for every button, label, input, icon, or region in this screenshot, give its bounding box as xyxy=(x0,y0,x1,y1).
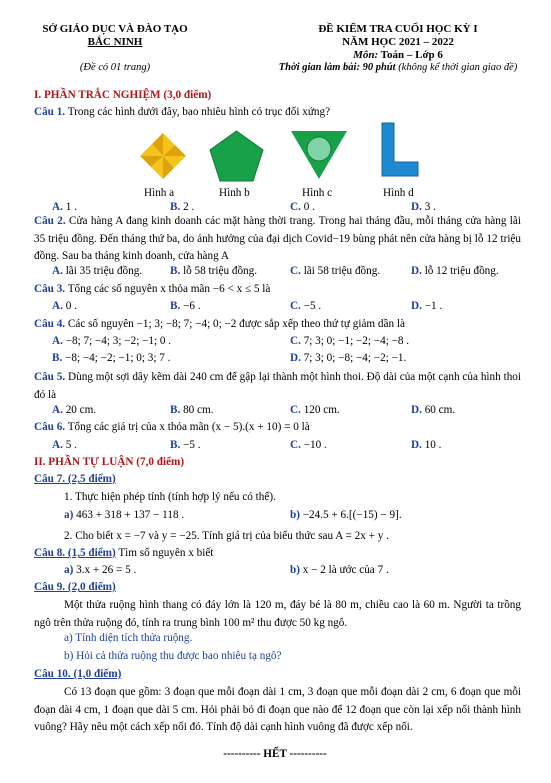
option-value: 10 . xyxy=(421,439,442,451)
q3-text: Tổng các số nguyên x thỏa mãn −6 < x ≤ 5 là xyxy=(65,283,271,295)
q3-option-c xyxy=(290,300,321,312)
q3-label: Câu 3. xyxy=(34,283,66,295)
q6-stem xyxy=(34,421,310,433)
option-key: B. xyxy=(52,352,63,364)
option-key: D. xyxy=(411,265,422,277)
item-value: 3.x + 26 = 5 . xyxy=(73,564,137,576)
pentagon-icon xyxy=(209,130,264,182)
option-value: 60 cm. xyxy=(421,404,456,416)
option-value: 5 . xyxy=(62,439,77,451)
q7-sub2: 2. Cho biết x = −7 và y = −25. Tính giá trị của biểu thức sau A = 2x + y . xyxy=(64,530,389,542)
q1-option-d xyxy=(411,201,436,213)
school-year: NĂM HỌC 2021 – 2022 xyxy=(342,36,454,48)
q3-option-d xyxy=(411,300,442,312)
province: BẮC NINH xyxy=(87,36,143,48)
q5-stem xyxy=(34,369,521,404)
q9-text: Một thửa ruộng hình thang có đáy lớn là 120 m, đáy bé là 80 m, chiều cao là 60 m. Người ta trồng ngô trên thửa ruộng đó, tính ra trung bình 100 m² thu được 50 kg ngô. xyxy=(34,599,521,629)
option-key: B. xyxy=(170,201,181,213)
q6-text: Tổng các giá trị của x thỏa mãn (x − 5).(x + 10) = 0 là xyxy=(65,421,310,433)
option-key: D. xyxy=(411,439,422,451)
q10-text: Có 13 đoạn que gồm: 3 đoạn que mỗi đoạn dài 1 cm, 3 đoạn que mỗi đoạn dài 2 cm, 6 đoạn que mỗi đoạn dài 4 cm, 1 đoạn que dài 5 cm. Hỏi phải bỏ đi đoạn que nào để 12 đoạn que còn lại xếp nối thành hình vuông? Hãy nêu một cách xếp nối đó. Tính độ dài cạnh hình vuông đã được xếp nối. xyxy=(34,686,521,733)
q1-text: Trong các hình dưới đây, bao nhiêu hình có trục đối xứng? xyxy=(65,106,331,118)
option-key: A. xyxy=(52,335,63,347)
option-key: B. xyxy=(170,439,181,451)
item-key: a) xyxy=(64,564,74,576)
option-value: lỗ 58 triệu đồng. xyxy=(180,265,258,277)
q2-text: Cửa hàng A đang kinh doanh các mặt hàng thời trang. Trong hai tháng đầu, mỗi tháng cửa hàng lãi 35 triệu đồng. Đến tháng thứ ba, do ảnh hưởng của đại dịch Covid−19 bùng phát nên cửa hàng bị lỗ 12 triệu đồng. Sau ba tháng kinh doanh, cửa hàng A xyxy=(34,215,521,262)
q1-option-a xyxy=(52,201,77,213)
option-value: −10 . xyxy=(300,439,327,451)
q8-a xyxy=(64,564,136,576)
q2-option-c xyxy=(290,265,380,277)
option-value: 20 cm. xyxy=(62,404,97,416)
q7-a xyxy=(64,509,184,521)
option-key: D. xyxy=(411,300,422,312)
option-key: A. xyxy=(52,265,63,277)
q5-option-b xyxy=(170,404,214,416)
figure-label-a: Hình a xyxy=(144,187,175,199)
option-value: 3 . xyxy=(421,201,436,213)
q6-label: Câu 6. xyxy=(34,421,66,433)
option-key: D. xyxy=(411,404,422,416)
q8-text: Tìm số nguyên x biết xyxy=(115,547,214,559)
q6-option-c xyxy=(290,439,327,451)
option-key: C. xyxy=(290,300,301,312)
q4-option-c xyxy=(290,335,409,347)
q2-label: Câu 2. xyxy=(34,215,66,227)
q5-option-d xyxy=(411,404,455,416)
option-key: A. xyxy=(52,404,63,416)
q3-stem xyxy=(34,283,270,295)
option-key: B. xyxy=(170,265,181,277)
triangle-circle-icon xyxy=(290,130,348,180)
option-value: 0 . xyxy=(300,201,315,213)
q8-stem xyxy=(34,547,213,559)
subject-line xyxy=(275,49,521,61)
option-value: 80 cm. xyxy=(180,404,214,416)
q7-sub1: 1. Thực hiện phép tính (tính hợp lý nếu có thể). xyxy=(64,491,276,503)
item-key: a) xyxy=(64,509,74,521)
q9-b: b) Hỏi cả thửa ruộng thu được bao nhiêu tạ ngô? xyxy=(64,650,282,662)
q2-stem xyxy=(34,213,521,266)
q2-option-b xyxy=(170,265,257,277)
q1-option-b xyxy=(170,201,194,213)
option-key: A. xyxy=(52,201,63,213)
option-value: 0 . xyxy=(62,300,77,312)
q4-option-a xyxy=(52,335,171,347)
end-marker: ---------- HẾT ---------- xyxy=(223,748,327,760)
time-note: (không kể thời gian giao đề) xyxy=(395,62,518,73)
q3-option-a xyxy=(52,300,77,312)
school-department: SỞ GIÁO DỤC VÀ ĐÀO TẠO xyxy=(42,23,188,35)
subject-value: Toán – Lớp 6 xyxy=(378,49,443,61)
option-key: B. xyxy=(170,300,181,312)
q5-label: Câu 5. xyxy=(34,371,66,383)
option-key: B. xyxy=(170,404,181,416)
time-line xyxy=(255,62,541,73)
q5-option-a xyxy=(52,404,96,416)
option-value: 2 . xyxy=(180,201,195,213)
q10-label: Câu 10. (1,0 điểm) xyxy=(34,668,122,680)
option-value: lãi 58 triệu đồng. xyxy=(300,265,381,277)
option-value: 7; 3; 0; −8; −4; −2; −1. xyxy=(300,352,407,364)
q7-label: Câu 7. (2,5 điểm) xyxy=(34,473,116,485)
option-value: −8; −4; −2; −1; 0; 3; 7 . xyxy=(62,352,171,364)
option-value: −6 . xyxy=(180,300,201,312)
option-value: −1 . xyxy=(421,300,443,312)
q7-b xyxy=(290,509,402,521)
option-value: lãi 35 triệu đồng. xyxy=(62,265,143,277)
figure-label-c: Hình c xyxy=(302,187,333,199)
q9-label: Câu 9. (2,0 điểm) xyxy=(34,581,116,593)
q4-text: Các số nguyên −1; 3; −8; 7; −4; 0; −2 được sắp xếp theo thứ tự giảm dần là xyxy=(65,318,405,330)
q6-option-b xyxy=(170,439,201,451)
option-key: C. xyxy=(290,335,301,347)
q5-option-c xyxy=(290,404,340,416)
exam-title: ĐỀ KIỂM TRA CUỐI HỌC KỲ I xyxy=(318,23,478,35)
item-value: x − 2 là ước của 7 . xyxy=(299,564,389,576)
option-key: C. xyxy=(290,439,301,451)
item-value: 463 + 318 + 137 − 118 . xyxy=(73,509,185,521)
option-key: C. xyxy=(290,201,301,213)
q4-stem xyxy=(34,318,405,330)
q3-option-b xyxy=(170,300,201,312)
q2-option-d xyxy=(411,265,499,277)
option-key: D. xyxy=(411,201,422,213)
option-value: 7; 3; 0; −1; −2; −4; −8 . xyxy=(300,335,410,347)
part1-title: I. PHẦN TRẮC NGHIỆM (3,0 điểm) xyxy=(34,89,212,101)
figure-label-d: Hình d xyxy=(383,187,414,199)
q9-a: a) Tính diện tích thửa ruộng. xyxy=(64,632,193,644)
option-value: −5 . xyxy=(300,300,322,312)
q5-text: Dùng một sợi dây kẽm dài 240 cm để gập lại thành một hình thoi. Độ dài của một cạnh của hình thoi đó là xyxy=(34,371,521,401)
item-value: −24.5 + 6.[(−15) − 9]. xyxy=(299,509,402,521)
item-key: b) xyxy=(290,564,300,576)
q6-option-a xyxy=(52,439,77,451)
option-key: C. xyxy=(290,404,301,416)
option-key: A. xyxy=(52,439,63,451)
option-key: A. xyxy=(52,300,63,312)
q4-label: Câu 4. xyxy=(34,318,66,330)
l-shape-icon xyxy=(381,122,419,177)
option-key: C. xyxy=(290,265,301,277)
q2-option-a xyxy=(52,265,142,277)
q1-stem xyxy=(34,106,330,118)
figure-label-b: Hình b xyxy=(219,187,250,199)
q1-label: Câu 1. xyxy=(34,106,66,118)
option-value: 1 . xyxy=(62,201,77,213)
q4-option-b xyxy=(52,352,170,364)
option-value: −5 . xyxy=(180,439,201,451)
option-value: −8; 7; −4; 3; −2; −1; 0 . xyxy=(62,335,172,347)
option-value: 120 cm. xyxy=(300,404,340,416)
q8-label: Câu 8. (1,5 điểm) xyxy=(34,547,116,559)
q4-option-d xyxy=(290,352,406,364)
item-key: b) xyxy=(290,509,300,521)
subject-label: Môn: xyxy=(353,49,379,61)
part2-title: II. PHẦN TỰ LUẬN (7,0 điểm) xyxy=(34,456,185,468)
time-bold: Thời gian làm bài: 90 phút xyxy=(278,62,396,73)
q8-b xyxy=(290,564,389,576)
option-key: D. xyxy=(290,352,301,364)
page-count-note: (Đề có 01 trang) xyxy=(79,62,151,73)
option-value: lỗ 12 triệu đồng. xyxy=(421,265,499,277)
q6-option-d xyxy=(411,439,441,451)
q1-option-c xyxy=(290,201,315,213)
pinwheel-icon xyxy=(138,131,188,181)
